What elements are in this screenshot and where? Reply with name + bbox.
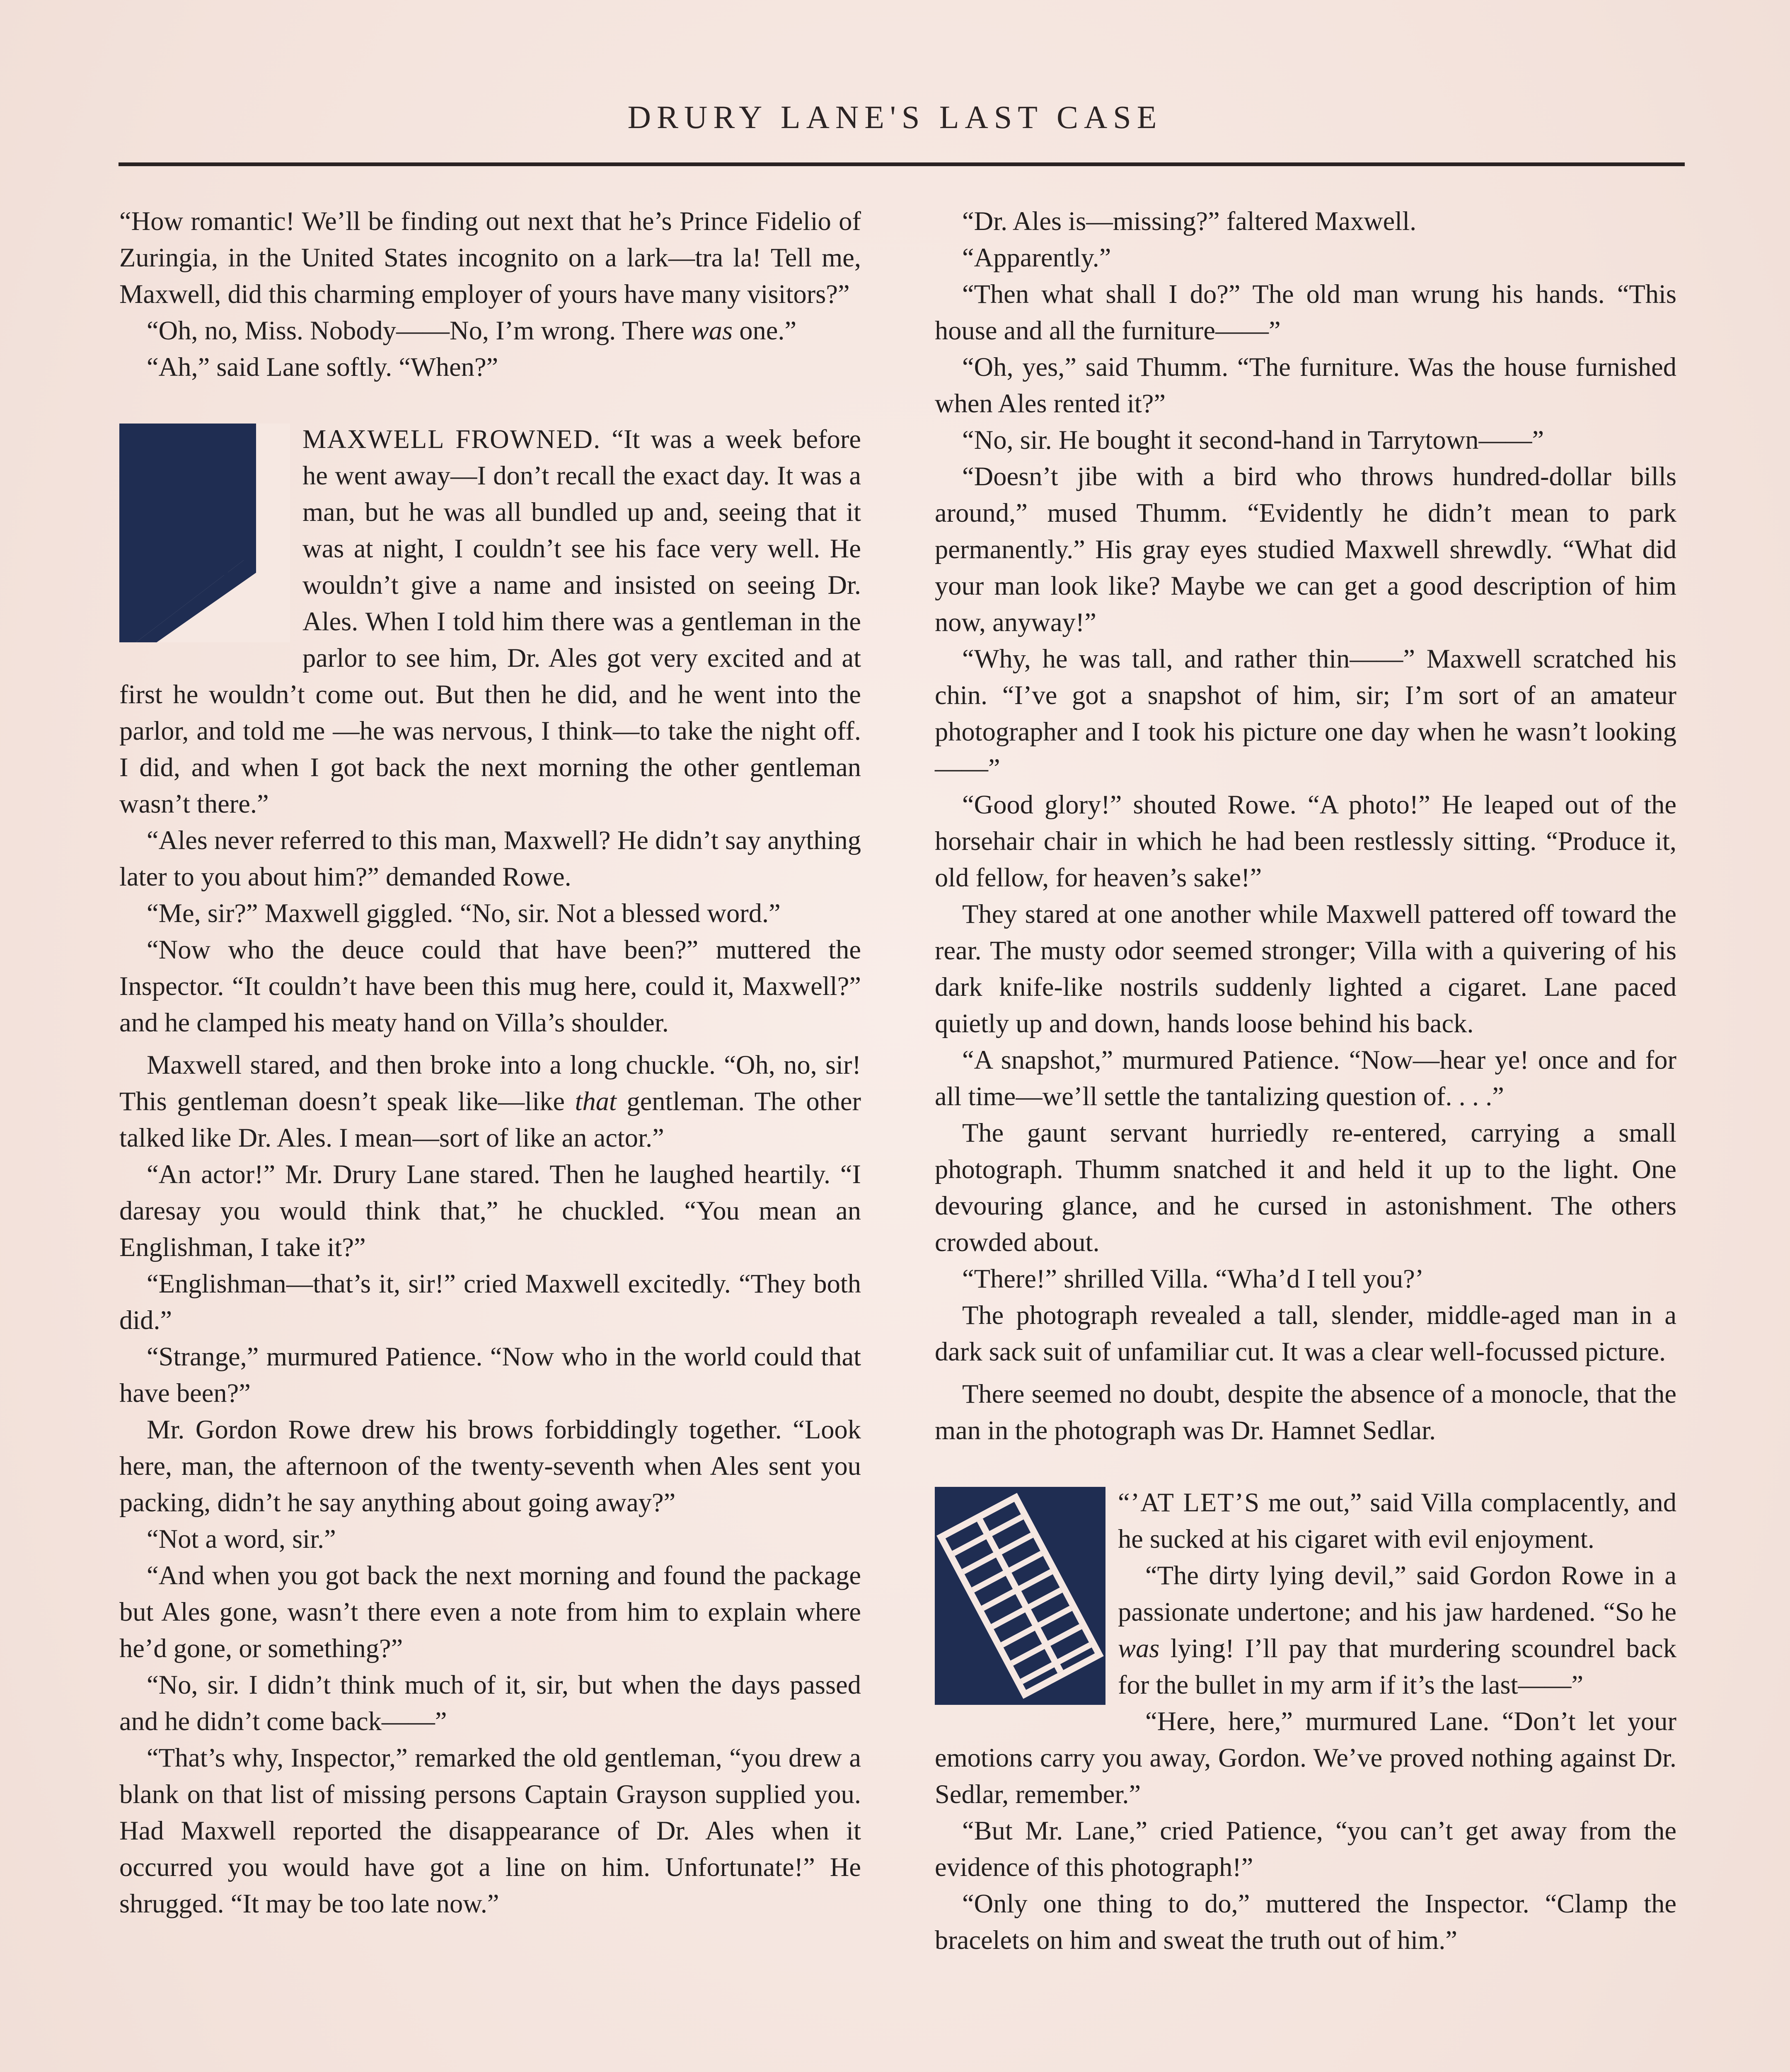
paragraph-with-drop-illustration: MAXWELL FROWNED. “It was a week before he went away—I don’t recall the exact day. It was a man, but he was all bundled up and, seeing that it was at night, I couldn’t see his face very well. He wouldn’t give a name and insisted on seeing Dr. Ales. When I told him there was a gentleman in the parlor to see him, Dr. Ales got very excited and at first he wouldn’t come out. But then he did, and he went into the parlor, and told me —he was nervous, I think—to take the night off. I did, and when I got back the next morning the other gentleman wasn’t there.” [119, 424, 861, 818]
paragraph: Maxwell stared, and then broke into a long chuckle. “Oh, no, sir! This gentleman doesn’t speak like—like that gentleman. The other talked like Dr. Ales. I mean—sort of like an actor.” [119, 1050, 861, 1152]
paragraph: “Why, he was tall, and rather thin——” Maxwell scratched his chin. “I’ve got a snapshot of him, sir; I’m sort of an amateur photographer and I took his picture one day when he wasn’t looking——” [935, 644, 1676, 783]
paragraph: “Good glory!” shouted Rowe. “A photo!” He leaped out of the horsehair chair in which he had been restlessly sitting. “Produce it, old fellow, for heaven’s sake!” [935, 790, 1676, 892]
paragraph: “Apparently.” [962, 243, 1111, 272]
paragraph: “Then what shall I do?” The old man wrung his hands. “This house and all the furniture——” [935, 279, 1676, 345]
paragraph: “But Mr. Lane,” cried Patience, “you can’t get away from the evidence of this photograph!” [935, 1816, 1676, 1882]
paragraph: “Here, here,” murmured Lane. “Don’t let your emotions carry you away, Gordon. We’ve proved nothing against Dr. Sedlar, remember.” [935, 1706, 1676, 1809]
ladder-illustration [935, 1487, 1105, 1705]
paragraph: Mr. Gordon Rowe drew his brows forbiddingly together. “Look here, man, the afternoon of the twenty-seventh when Ales sent you packing, didn’t he say anything about going away?” [119, 1415, 861, 1517]
paragraph: They stared at one another while Maxwell pattered off toward the rear. The musty odor seemed stronger; Villa with a quivering of his dark knife-like nostrils suddenly lighted a cigaret. Lane paced quietly up and down, hands loose behind his back. [935, 899, 1676, 1038]
paragraph: “Me, sir?” Maxwell giggled. “No, sir. Not a blessed word.” [147, 898, 781, 928]
paragraph: “How romantic! We’ll be finding out next that he’s Prince Fidelio of Zuringia, in the United States incognito on a lark—tra la! Tell me, Maxwell, did this charming employer of yours have many visitors?” [119, 206, 861, 309]
paragraph: The gaunt servant hurriedly re-entered, carrying a small photograph. Thumm snatched it and held it up to the light. One devouring glance, and he cursed in astonishment. The others crowded about. [935, 1118, 1676, 1257]
paragraph-with-drop-illustration: “’AT LET’S me out,” said Villa complacently, and he sucked at his cigaret with evil enjoyment. [935, 1484, 1676, 1557]
paragraph: “That’s why, Inspector,” remarked the old gentleman, “you drew a blank on that list of missing persons Captain Grayson supplied you. Had Maxwell reported the disappearance of Dr. Ales when it occurred you would have got a line on him. Unfortunate!” He shrugged. “It may be too late now.” [119, 1743, 861, 1918]
header-rule [119, 162, 1685, 166]
paragraph: “Strange,” murmured Patience. “Now who in the world could that have been?” [119, 1342, 861, 1408]
paragraph: “Oh, yes,” said Thumm. “The furniture. Was the house furnished when Ales rented it?” [935, 352, 1676, 418]
paragraph: “And when you got back the next morning and found the package but Ales gone, wasn’t there even a note from him to explain where he’d gone, or something?” [119, 1561, 861, 1663]
paragraph: “Only one thing to do,” muttered the Inspector. “Clamp the bracelets on him and sweat the truth out of him.” [935, 1889, 1676, 1955]
paragraph: “There!” shrilled Villa. “Wha’d I tell you?’ [962, 1264, 1424, 1293]
paragraph: “Oh, no, Miss. Nobody——No, I’m wrong. There was one.” [147, 316, 797, 345]
running-head: DRURY LANE'S LAST CASE [627, 99, 1163, 135]
paragraph: “The dirty lying devil,” said Gordon Rowe in a passionate undertone; and his jaw hardened. “So he was lying! I’ll pay that murdering scoundrel back for the bullet in my arm if it’s the last——” [1118, 1561, 1676, 1699]
paragraph: “No, sir. I didn’t think much of it, sir, but when the days passed and he didn’t come back——” [119, 1670, 861, 1736]
paragraph: The photograph revealed a tall, slender, middle-aged man in a dark sack suit of unfamiliar cut. It was a clear well-focussed picture. [935, 1300, 1676, 1366]
paragraph: “Dr. Ales is—missing?” faltered Maxwell. [962, 206, 1417, 236]
paragraph: “Englishman—that’s it, sir!” cried Maxwell excitedly. “They both did.” [119, 1269, 861, 1335]
paragraph: “A snapshot,” murmured Patience. “Now—hear ye! once and for all time—we’ll settle the tantalizing question of. . . .” [935, 1045, 1676, 1111]
left-column [119, 203, 861, 1922]
right-column [935, 203, 1676, 1958]
paragraph: “Ah,” said Lane softly. “When?” [147, 352, 498, 382]
man-in-doorway-illustration [119, 424, 290, 642]
paragraph: “Now who the deuce could that have been?” muttered the Inspector. “It couldn’t have been this mug here, could it, Maxwell?” and he clamped his meaty hand on Villa’s shoulder. [119, 935, 861, 1037]
paragraph: “No, sir. He bought it second-hand in Tarrytown——” [962, 425, 1544, 455]
paragraph: “Ales never referred to this man, Maxwell? He didn’t say anything later to you about him?” demanded Rowe. [119, 825, 861, 891]
paragraph: “Not a word, sir.” [147, 1524, 336, 1554]
paragraph: “An actor!” Mr. Drury Lane stared. Then he laughed heartily. “I daresay you would think that,” he chuckled. “You mean an Englishman, I take it?” [119, 1159, 861, 1262]
paragraph: “Doesn’t jibe with a bird who throws hundred-dollar bills around,” mused Thumm. “Evidently he didn’t mean to park permanently.” His gray eyes studied Maxwell shrewdly. “What did your man look like? Maybe we can get a good description of him now, anyway!” [935, 462, 1676, 637]
paragraph: There seemed no doubt, despite the absence of a monocle, that the man in the photograph was Dr. Hamnet Sedlar. [935, 1379, 1676, 1445]
